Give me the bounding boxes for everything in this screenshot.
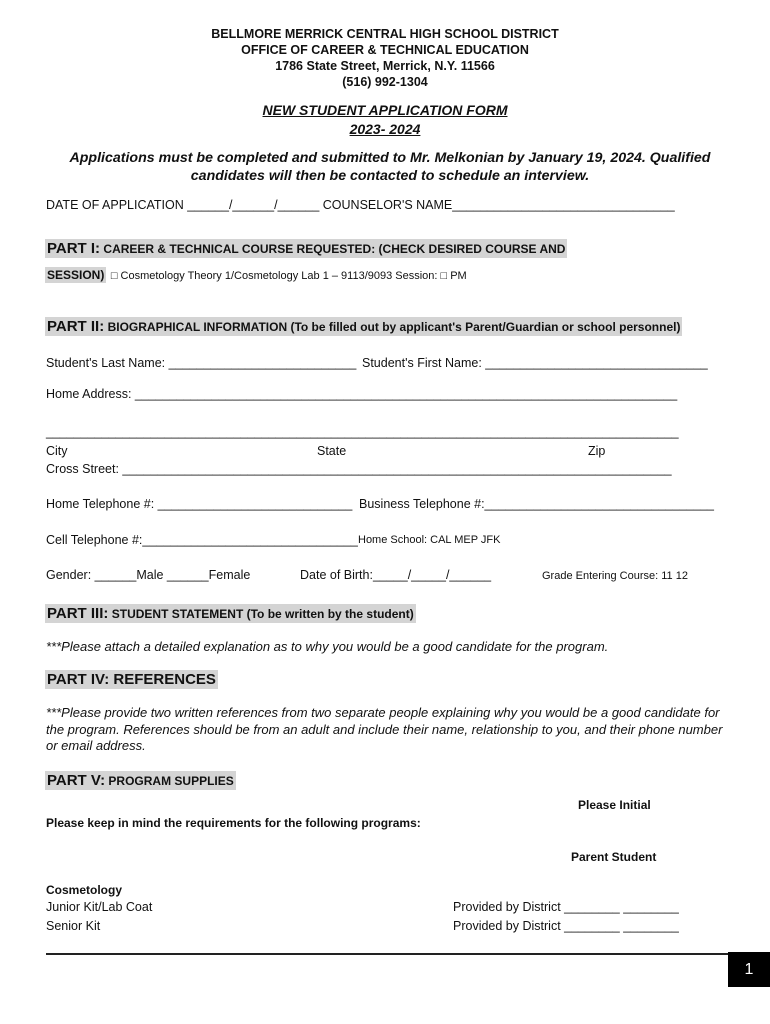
- date-counselor-line[interactable]: DATE OF APPLICATION ______/______/______ COUNSELOR'S NAME________________________________: [46, 198, 675, 212]
- grade-entering-field[interactable]: Grade Entering Course: 11 12: [542, 570, 688, 582]
- part5-heading: [45, 771, 236, 790]
- part1-title: CAREER & TECHNICAL COURSE REQUESTED: (CHECK DESIRED COURSE AND: [103, 242, 566, 256]
- part2-heading: [45, 317, 682, 336]
- part3-instructions: ***Please attach a detailed explanation as to why you would be a good candidate for the program.: [46, 639, 609, 654]
- state-label: State: [317, 444, 347, 458]
- intro-text: Applications must be completed and submitted to Mr. Melkonian by January 19, 2024. Qualified candidates will then be contacted to schedule an interview.: [69, 150, 711, 184]
- home-address-field[interactable]: Home Address: ______________________________________________________________________________: [46, 387, 678, 401]
- supply-item-name: Senior Kit: [46, 919, 101, 933]
- home-telephone-field[interactable]: Home Telephone #: ____________________________: [46, 497, 353, 511]
- city-label: City: [46, 444, 68, 458]
- page-number: 1: [728, 952, 770, 987]
- date-of-birth-field[interactable]: Date of Birth:_____/_____/______: [300, 568, 492, 582]
- part2-label: PART II:: [47, 318, 105, 335]
- supply-item-initials[interactable]: Provided by District ________ ________: [453, 900, 679, 914]
- district-name: BELLMORE MERRICK CENTRAL HIGH SCHOOL DISTRICT: [211, 27, 559, 41]
- office-phone: (516) 992-1304: [342, 75, 428, 89]
- program-name: Cosmetology: [46, 883, 123, 897]
- part3-label: PART III:: [47, 605, 109, 622]
- course-option[interactable]: □ Cosmetology Theory 1/Cosmetology Lab 1 – 9113/9093 Session: □ PM: [110, 270, 467, 282]
- cell-telephone-field[interactable]: Cell Telephone #:_______________________________: [46, 533, 358, 547]
- part1-label: PART I:: [47, 240, 101, 257]
- parent-student-label: Parent Student: [571, 850, 657, 864]
- footer-divider: [46, 953, 728, 955]
- requirements-text: Please keep in mind the requirements for the following programs:: [46, 816, 421, 830]
- last-name-field[interactable]: Student's Last Name: ___________________________: [46, 356, 357, 370]
- supply-item-name: Junior Kit/Lab Coat: [46, 900, 153, 914]
- cross-street-field[interactable]: Cross Street: _______________________________________________________________________________: [46, 462, 672, 476]
- part4-instructions: ***Please provide two written references from two separate people explaining why you would be a good candidate for the program. References should be from an adult and include their name, relationship to you, and their phone number or email address.: [46, 705, 723, 753]
- part4-heading: [45, 670, 218, 689]
- business-telephone-field[interactable]: Business Telephone #:_________________________________: [359, 497, 714, 511]
- session-label: SESSION): [47, 268, 105, 282]
- part5-title: PROGRAM SUPPLIES: [108, 774, 234, 788]
- zip-label: Zip: [588, 444, 606, 458]
- home-school-field[interactable]: Home School: CAL MEP JFK: [358, 534, 501, 546]
- gender-field[interactable]: Gender: ______Male ______Female: [46, 568, 251, 582]
- part3-heading: [45, 604, 416, 623]
- office-name: OFFICE OF CAREER & TECHNICAL EDUCATION: [241, 43, 529, 57]
- office-address: 1786 State Street, Merrick, N.Y. 11566: [275, 59, 495, 73]
- first-name-field[interactable]: Student's First Name: ________________________________: [362, 356, 708, 370]
- form-year: 2023- 2024: [349, 121, 421, 137]
- please-initial-label: Please Initial: [578, 798, 651, 812]
- part1-heading: [45, 239, 567, 258]
- part2-title: BIOGRAPHICAL INFORMATION (To be filled out by applicant's Parent/Guardian or school personnel): [107, 320, 681, 334]
- address-line-2[interactable]: ___________________________________________________________________________________________: [46, 425, 679, 439]
- part3-title: STUDENT STATEMENT (To be written by the student): [111, 607, 414, 621]
- form-title: NEW STUDENT APPLICATION FORM: [262, 102, 508, 118]
- part4-label: PART IV: REFERENCES: [47, 671, 216, 688]
- part5-label: PART V:: [47, 772, 106, 789]
- part1-session-row: [45, 266, 467, 284]
- supply-item-initials[interactable]: Provided by District ________ ________: [453, 919, 679, 933]
